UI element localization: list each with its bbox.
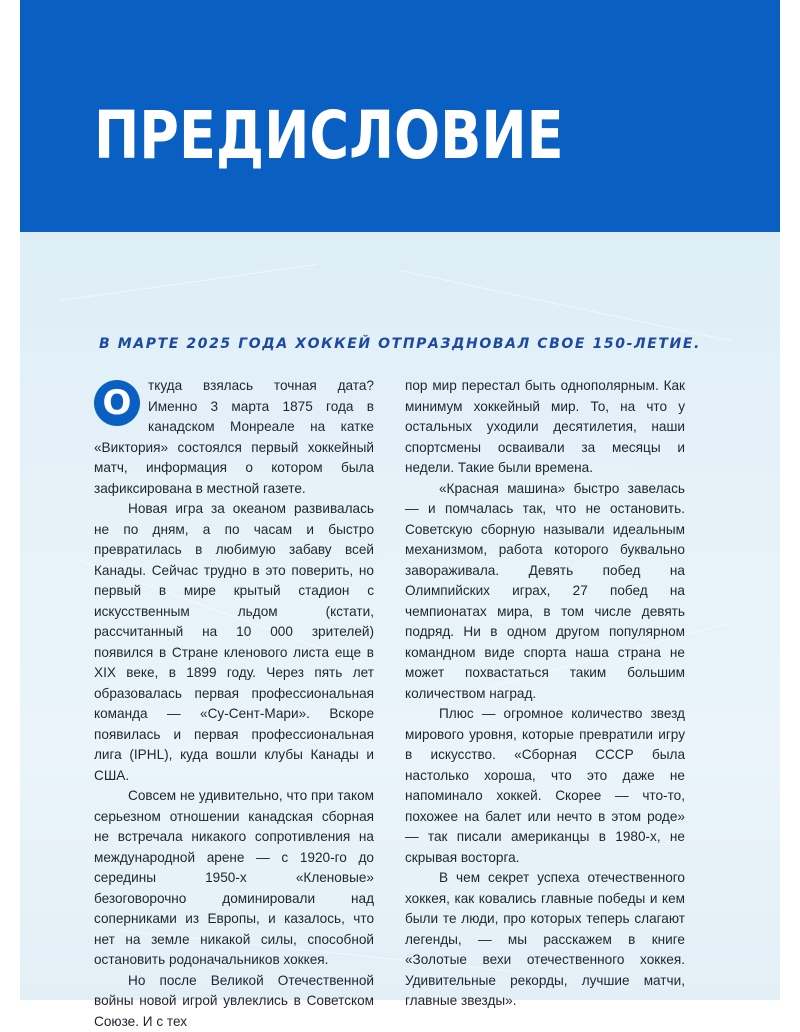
- paragraph: В чем секрет успеха отечественного хоккея, как ковались главные победы и кем были те люди, про которых теперь слагают легенды, — мы расскажем в книге «Золотые вехи отечественного хоккея. Удивительные рекорды, лучшие матчи, главные звезды».: [405, 868, 685, 1012]
- paragraph: [94, 376, 374, 499]
- title-banner: [20, 0, 780, 232]
- left-column: [94, 376, 374, 1032]
- paragraph: Новая игра за океаном развивалась не по дням, а по часам и быстро превратилась в любимую забаву всей Канады. Сейчас трудно в это поверить, но первый в мире крытый стадион с искусственным льдом (кстати, рассчитанный на 10 000 зрителей) появился в Стране кленового листа еще в XIX веке, в 1899 году. Через пять лет образовалась первая профессиональная команда — «Су-Сент-Мари». Вскоре появилась и первая профессиональная лига (IPHL), куда вошли клубы Канады и США.: [94, 499, 374, 786]
- paragraph: пор мир перестал быть однополярным. Как минимум хоккейный мир. То, на что у остальных уходили десятилетия, наши спортсмены осваивали за месяцы и недели. Такие были времена.: [405, 376, 685, 479]
- right-column: [405, 376, 685, 1012]
- paragraph-text: ткуда взялась точная дата? Именно 3 марта 1875 года в канадском Монреале на катке «Виктория» состоялся первый хоккейный матч, информация о котором была зафиксирована в местной газете.: [94, 378, 374, 496]
- page: [20, 0, 780, 1000]
- dropcap: О: [94, 380, 140, 426]
- paragraph: Совсем не удивительно, что при таком серьезном отношении канадская сборная не встречала никакого сопротивления на международной арене — с 1920-го до середины 1950-х «Кленовые» безоговорочно доминировали над соперниками из Европы, и казалось, что нет на земле никакой силы, способной остановить родоначальников хоккея.: [94, 786, 374, 971]
- paragraph: «Красная машина» быстро завелась — и помчалась так, что не остановить. Советскую сборную называли идеальным механизмом, работа которого буквально завораживала. Девять побед на Олимпийских играх, 27 побед на чемпионатах мира, в том числе девять подряд. Ни в одном другом популярном командном виде спорта наша страна не может похвастаться таким большим количеством наград.: [405, 479, 685, 705]
- paragraph: Плюс — огромное количество звезд мирового уровня, которые превратили игру в искусство. «Сборная СССР была настолько хороша, что это даже не напоминало хоккей. Скорее — что-то, похожее на балет или нечто в этом роде» — так писали американцы в 1980-х, не скрывая восторга.: [405, 704, 685, 868]
- ice-texture-line: [60, 264, 318, 301]
- page-title: ПРЕДИСЛОВИЕ: [94, 96, 564, 176]
- ice-texture-line: [400, 270, 733, 342]
- lead-heading: В МАРТЕ 2025 ГОДА ХОККЕЙ ОТПРАЗДНОВАЛ СВОЕ 150-ЛЕТИЕ.: [20, 336, 780, 352]
- paragraph: Но после Великой Отечественной войны новой игрой увлеклись в Советском Союзе. И с тех: [94, 971, 374, 1032]
